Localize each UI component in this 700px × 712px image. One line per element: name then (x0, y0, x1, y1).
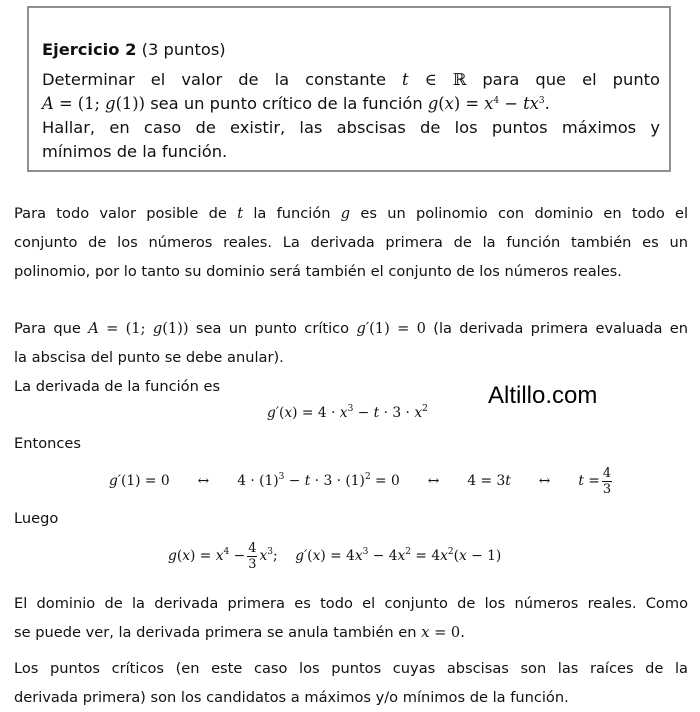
paragraph-line: El dominio de la derivada primera es todo el conjunto de los números reales. Como (14, 595, 688, 612)
exercise-text: Determinar el valor de la constante (42, 70, 386, 89)
math-point-A: A = (1; g(1)) (88, 320, 189, 337)
exercise-line-3: Hallar, en caso de existir, las abscisas de los puntos máximos y (42, 118, 660, 137)
text: Para todo valor posible de (14, 205, 227, 222)
math-g: g (340, 205, 351, 222)
watermark-logo: Altillo.com (488, 382, 598, 409)
exercise-number: Ejercicio 2 (42, 40, 137, 59)
math-function-g: $g(x) = x^4 - tx^3$. (427, 94, 550, 113)
paragraph-line: Los puntos críticos (en este caso los puntos cuyas abscisas son las raíces de la (14, 660, 688, 677)
paragraph-line: la abscisa del punto se debe anular). (14, 349, 284, 366)
exercise-box (27, 6, 671, 172)
math-t: t (237, 205, 244, 222)
exercise-title (42, 38, 660, 62)
text: se puede ver, la derivada primera se anula también en (14, 624, 417, 641)
paragraph-line (14, 618, 688, 647)
exercise-line-2 (42, 92, 660, 116)
math-point-A: A = (1; g(1)) (42, 94, 145, 113)
paragraph-line (14, 199, 688, 228)
exercise-line-1 (42, 68, 660, 92)
paragraph-line: polinomio, por lo tanto su dominio será también el conjunto de los números reales. (14, 263, 622, 280)
math-t-in-R: t ∈ ℝ (402, 70, 467, 89)
exercise-line-4: mínimos de la función. (42, 142, 228, 161)
paragraph-line: conjunto de los números reales. La derivada primera de la función también es un (14, 234, 688, 251)
text: Para que (14, 320, 81, 337)
paragraph-line (14, 314, 688, 343)
exercise-text: para que el punto (482, 70, 660, 89)
paragraph-candidates (14, 654, 688, 712)
equation-solve-t: g′(1) = 0 ↔ $4 \cdot (1)^3 - t \cdot 3 \cdot (1)^2 = 0$ ↔ 4 = 3t ↔ t = $\frac{4}{3}$ (109, 466, 612, 497)
text: sea un punto crítico (195, 320, 350, 337)
exercise-points: (3 puntos) (141, 40, 226, 59)
paragraph-line: La derivada de la función es (14, 378, 221, 395)
exercise-text: sea un punto crítico de la función (150, 94, 423, 113)
text: es un polinomio con dominio en todo el (360, 205, 689, 222)
text: la función (253, 205, 331, 222)
math-derivative-condition: g′(1) = 0 (356, 320, 426, 337)
equation-function-and-derivative: $g(x) = x^4$ − $\frac{4}{3}$ $x^3$; $g'(x) = 4x^3 - 4x^2 = 4x^2(x - 1)$ (168, 541, 502, 572)
equation-derivative: $g'(x) = 4 \cdot x^3 - t \cdot 3 \cdot x^2$ (267, 404, 428, 421)
text: Entonces (14, 435, 81, 452)
paragraph-line: derivada primera) son los candidatos a máximos y/o mínimos de la función. (14, 689, 569, 706)
math-x-zero: x = 0. (421, 624, 465, 641)
paragraph-domain (14, 199, 688, 286)
text: Luego (14, 510, 59, 527)
paragraph-derivative-domain (14, 589, 688, 647)
text: (la derivada primera evaluada en (433, 320, 689, 337)
exercise-statement (42, 38, 660, 164)
label-entonces (14, 429, 688, 458)
label-luego (14, 504, 688, 533)
